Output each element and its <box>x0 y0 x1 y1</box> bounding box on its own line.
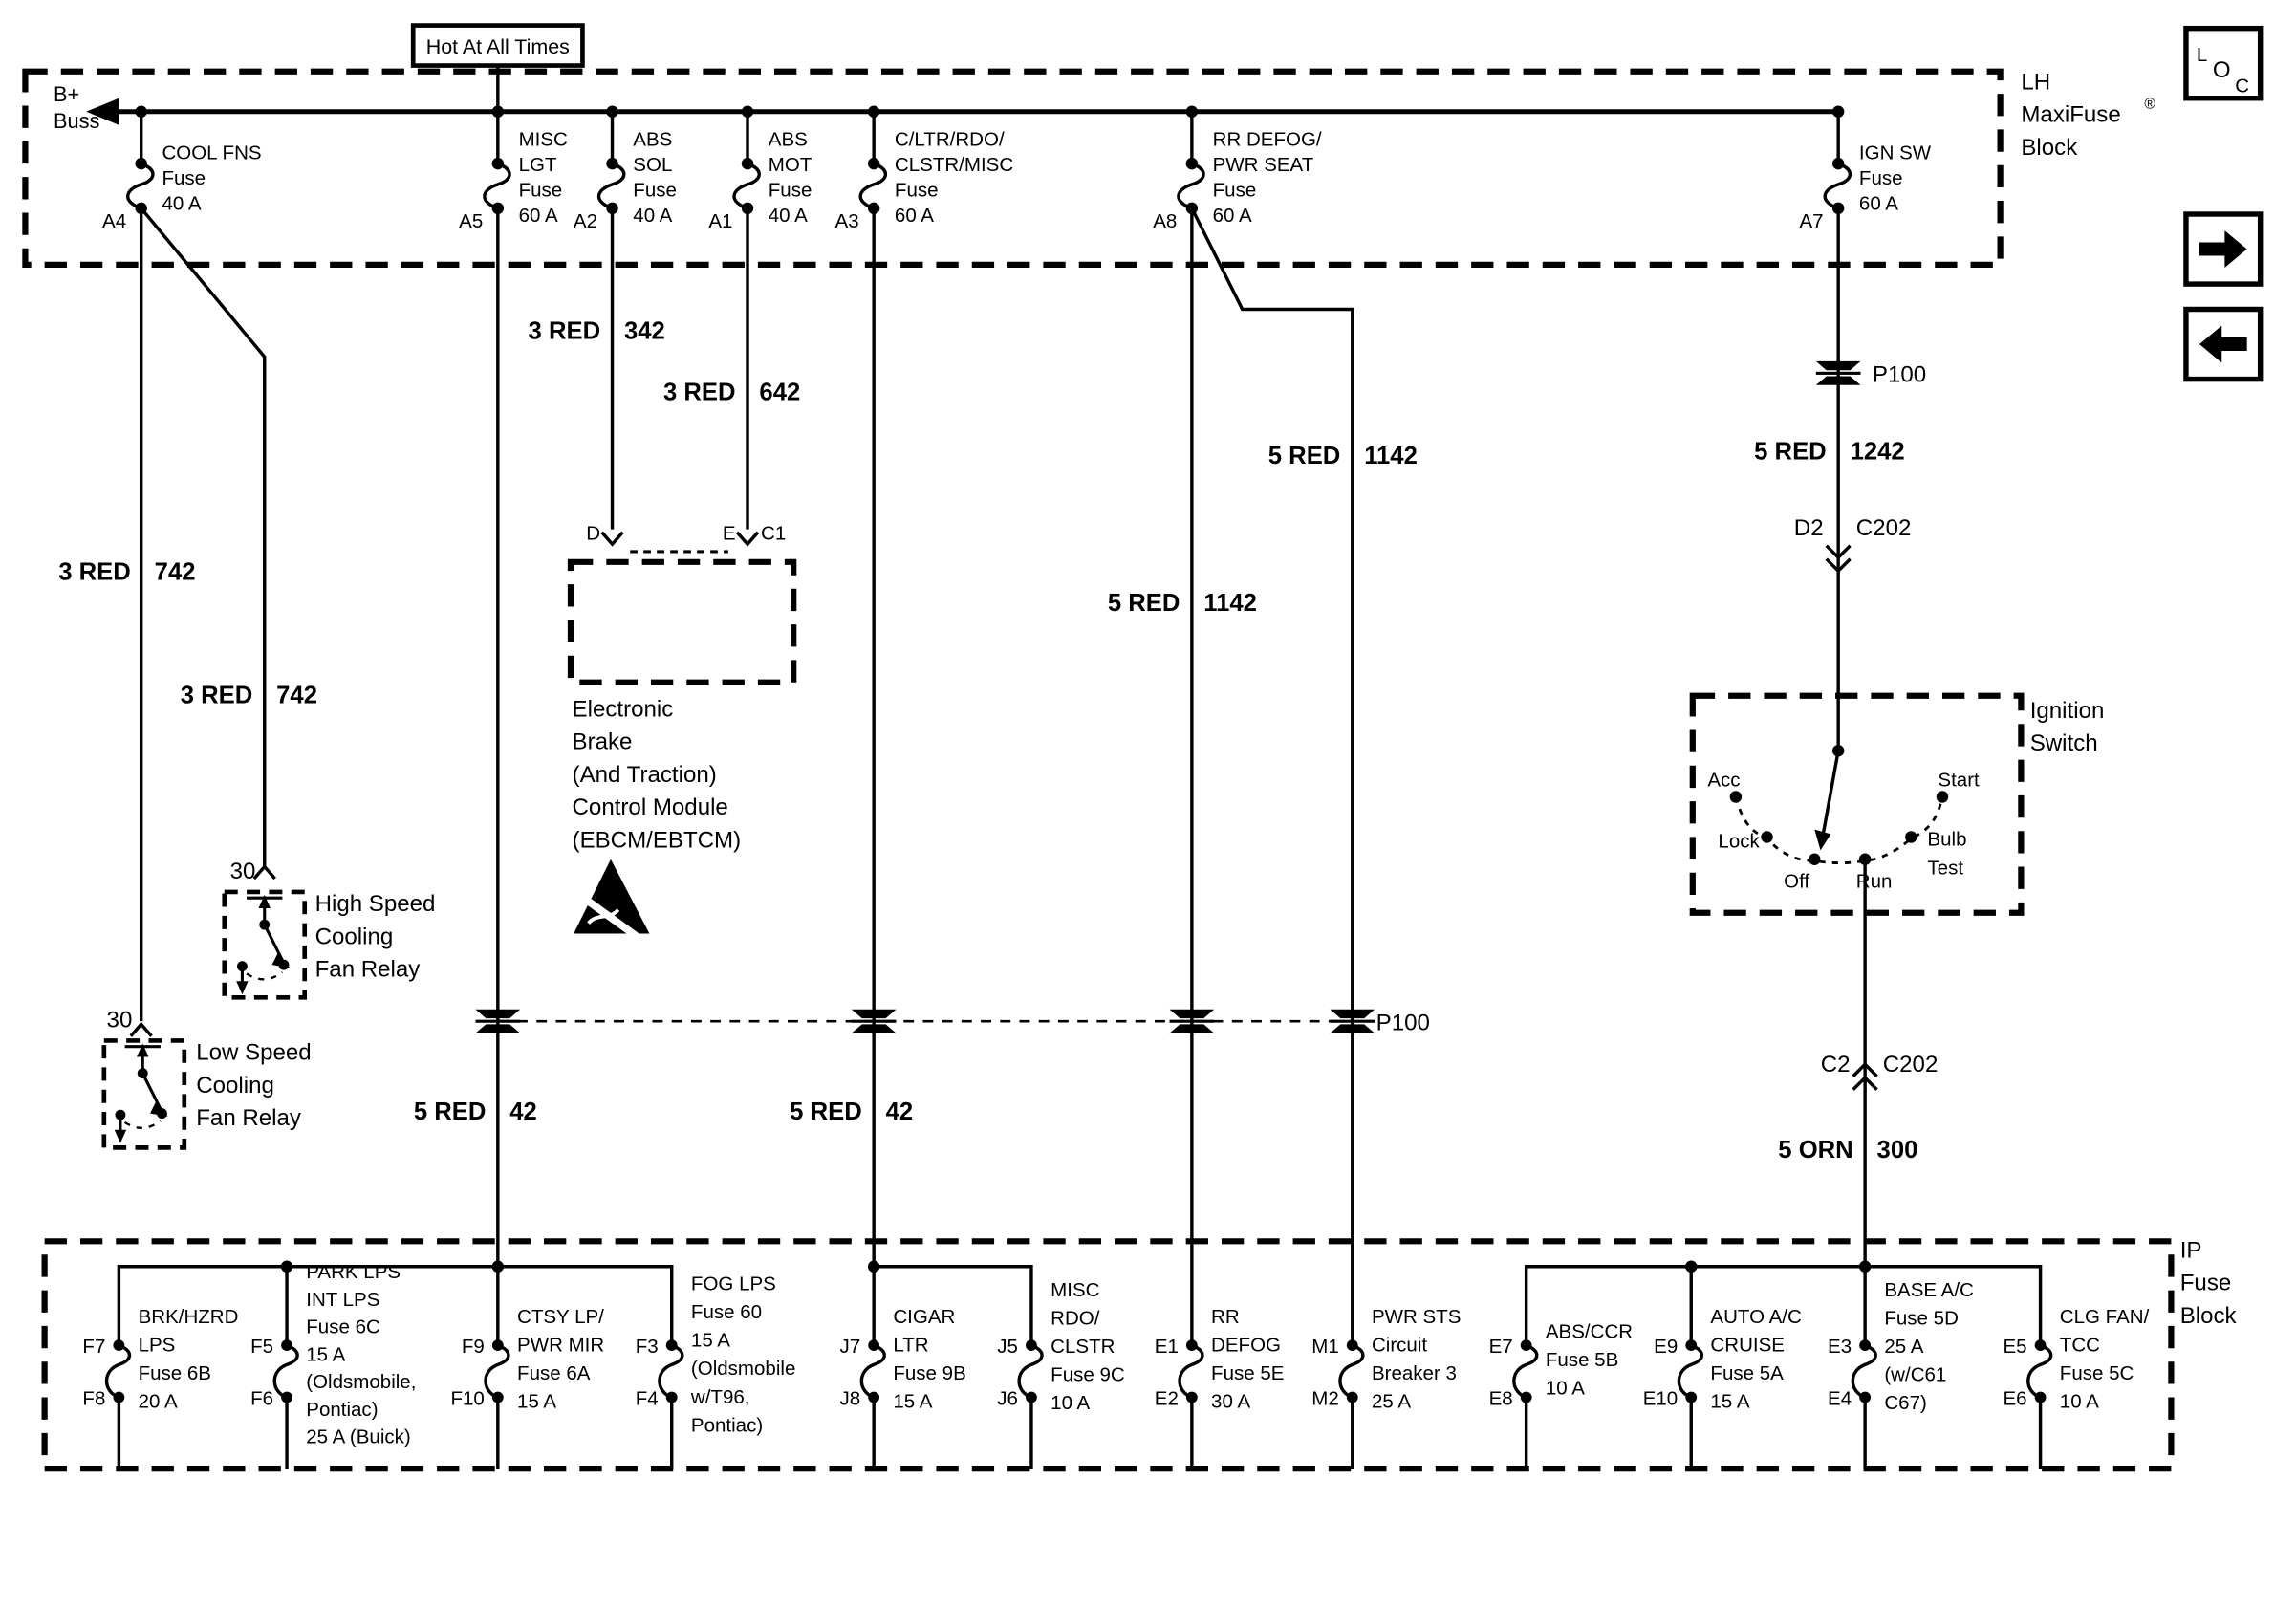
fuse-a1-line: 40 A <box>768 204 808 227</box>
pin-f8: F8 <box>82 1387 106 1410</box>
fuse-a7-line: 60 A <box>1858 192 1898 215</box>
ign-pos-acc: Acc <box>1707 769 1741 792</box>
loc-letter-l: L <box>2196 43 2208 66</box>
p100-row-label: P100 <box>1375 1010 1430 1036</box>
ip-fuse-line: Pontiac) <box>690 1414 764 1437</box>
ip-fuse-line: Fuse 9C <box>1051 1363 1125 1386</box>
fuse-a8-line: PWR SEAT <box>1212 153 1314 176</box>
ip-fuse-line: 10 A <box>1051 1391 1091 1414</box>
pin-a4: A4 <box>102 210 127 233</box>
ip-fuse-line: PWR MIR <box>517 1334 605 1357</box>
low-relay-name-line: Cooling <box>196 1072 274 1099</box>
ign-pos-start: Start <box>1938 769 1980 792</box>
c202-connector-icons <box>1827 546 1877 1090</box>
c202-down-name: C202 <box>1855 514 1912 541</box>
ebcm-connector-c1: C1 <box>761 522 787 545</box>
ip-fuse-line: CIGAR <box>893 1305 956 1328</box>
wire-742b-gauge: 3 RED <box>180 682 253 709</box>
pin-j8: J8 <box>839 1387 861 1410</box>
fuse-a1-line: MOT <box>768 153 812 176</box>
maxifuse-block-label-2: MaxiFuse <box>2021 101 2121 128</box>
ip-fuse-line: INT LPS <box>306 1288 380 1311</box>
ip-fuse-line: Circuit <box>1371 1334 1428 1357</box>
wire-1142a-circuit: 1142 <box>1364 443 1418 470</box>
ign-pos-off: Off <box>1784 870 1810 893</box>
fuse-a4-line: 40 A <box>162 192 202 215</box>
c202-down-pin: D2 <box>1793 514 1824 541</box>
ip-fuse-line: Breaker 3 <box>1371 1361 1457 1384</box>
pin-e10: E10 <box>1642 1387 1679 1410</box>
ip-block-label-3: Block <box>2179 1302 2237 1329</box>
ip-fuse-line: 25 A <box>1884 1335 1924 1358</box>
pin-f10: F10 <box>450 1387 485 1410</box>
fuse-a7-line: IGN SW <box>1858 141 1932 164</box>
pin-f5: F5 <box>250 1335 274 1358</box>
ip-fuse-line: LTR <box>893 1334 929 1357</box>
block-outlines <box>25 72 2171 1469</box>
ip-fuse-line: 15 A <box>893 1390 933 1413</box>
ip-fuse-line: (Oldsmobile <box>690 1358 796 1381</box>
ip-fuse-line: BRK/HZRD <box>138 1305 239 1328</box>
ip-fuse-line: RDO/ <box>1051 1307 1100 1330</box>
high-relay-name-line: High Speed <box>314 891 436 918</box>
ip-block-label-2: Fuse <box>2179 1270 2232 1296</box>
ebcm-name-line: Electronic <box>572 696 674 723</box>
ip-fuse-line: Fuse 6B <box>138 1361 211 1384</box>
pin-m2: M2 <box>1311 1387 1339 1410</box>
right-arrow-icon <box>2199 230 2247 268</box>
ip-fuse-line: DEFOG <box>1211 1334 1282 1357</box>
prev-page-button[interactable] <box>2186 310 2261 380</box>
fuse-a3-line: C/LTR/RDO/ <box>894 128 1005 151</box>
fuse-a2-line: SOL <box>633 153 673 176</box>
bplus-label: B+ <box>53 81 80 106</box>
ip-fuse-line: CTSY LP/ <box>517 1305 604 1328</box>
wire-42b-gauge: 5 RED <box>790 1098 862 1125</box>
loc-button[interactable] <box>2186 29 2261 98</box>
pin-f3: F3 <box>635 1335 659 1358</box>
pin-e3: E3 <box>1828 1335 1852 1358</box>
ip-fuse-line: (Oldsmobile, <box>306 1371 417 1394</box>
fuse-a3-line: 60 A <box>894 204 935 227</box>
ebcm-terminal-d: D <box>586 522 601 545</box>
ip-fuse-line: 30 A <box>1211 1390 1251 1413</box>
wire-642-gauge: 3 RED <box>663 379 736 406</box>
pin-f9: F9 <box>461 1335 485 1358</box>
ip-fuse-line: C67) <box>1884 1391 1927 1414</box>
wire-1142a-gauge: 5 RED <box>1267 443 1341 470</box>
connector-labels <box>1376 362 1939 1077</box>
fuse-a4-line: COOL FNS <box>162 141 262 164</box>
pin-a2: A2 <box>573 210 597 233</box>
pin-a5: A5 <box>459 210 484 233</box>
high-relay-name-line: Cooling <box>314 924 394 950</box>
wire-742a-circuit: 742 <box>154 558 196 586</box>
ip-fuse-line: 25 A <box>1371 1390 1412 1413</box>
ip-fuse-line: 20 A <box>138 1390 178 1413</box>
wire-1242-gauge: 5 RED <box>1754 438 1827 466</box>
hot-tag-label: Hot At All Times <box>425 35 570 59</box>
high-relay-terminal-30: 30 <box>229 858 256 884</box>
ignition-position-labels <box>1707 770 1980 893</box>
ign-pos-lock: Lock <box>1718 830 1760 853</box>
ip-fuse-line: CLSTR <box>1051 1335 1116 1358</box>
ip-fuse-line: PARK LPS <box>306 1261 401 1284</box>
ign-pos-test: Test <box>1927 857 1964 880</box>
left-arrow-icon <box>2199 326 2247 363</box>
ip-fuse-line: Fuse 5D <box>1884 1307 1959 1330</box>
pin-a1: A1 <box>708 210 733 233</box>
fuse-a5-line: LGT <box>518 153 557 176</box>
loc-letter-o: O <box>2212 56 2231 83</box>
ip-fuse-line: 10 A <box>2059 1390 2099 1413</box>
wire-42b-circuit: 42 <box>885 1098 914 1125</box>
wire-1142b-circuit: 1142 <box>1203 590 1257 618</box>
low-relay-terminal-30: 30 <box>106 1007 133 1033</box>
wire-42a-gauge: 5 RED <box>413 1098 487 1125</box>
pin-j7: J7 <box>839 1335 861 1358</box>
pin-f7: F7 <box>82 1335 106 1358</box>
next-page-button[interactable] <box>2186 214 2261 284</box>
wire-742a-gauge: 3 RED <box>58 558 131 586</box>
pin-a8: A8 <box>1153 210 1178 233</box>
pin-a3: A3 <box>834 210 859 233</box>
high-relay-name-line: Fan Relay <box>314 956 421 983</box>
fuse-a8-line: 60 A <box>1212 204 1252 227</box>
low-relay-name-line: Low Speed <box>196 1039 312 1066</box>
fuse-a8-line: Fuse <box>1212 179 1257 202</box>
ip-fuse-line: Pontiac) <box>306 1398 379 1421</box>
ip-fuse-line: ABS/CCR <box>1545 1320 1634 1343</box>
ip-fuse-line: Fuse 5C <box>2059 1361 2134 1384</box>
fuse-a4-line: Fuse <box>162 166 206 189</box>
ebcm-name-line: (And Traction) <box>572 761 717 788</box>
ip-fuse-line: Fuse 6C <box>306 1316 380 1338</box>
pin-e5: E5 <box>2003 1335 2027 1358</box>
ebcm-name-line: Brake <box>572 729 633 755</box>
buss-label: Buss <box>53 108 100 133</box>
pin-e1: E1 <box>1154 1335 1179 1358</box>
ip-fuse-line: 10 A <box>1545 1377 1585 1400</box>
wire-742b-circuit: 742 <box>276 682 317 709</box>
ip-fuse-line: CRUISE <box>1710 1334 1785 1357</box>
p100-connector-symbols <box>476 361 1861 1033</box>
ip-fuse-line: LPS <box>138 1334 176 1357</box>
ignition-label-1: Ignition <box>2029 698 2105 725</box>
ip-fuse-labels <box>82 1261 2149 1448</box>
junction-dots <box>113 106 2046 1403</box>
ebcm-labels <box>573 522 787 853</box>
ip-fuse-line: BASE A/C <box>1884 1278 1974 1301</box>
fuse-a5-line: MISC <box>518 128 568 151</box>
ebcm-name-line: Control Module <box>572 794 728 821</box>
ip-fuse-line: Fuse 5B <box>1545 1348 1619 1371</box>
ignition-label-2: Switch <box>2029 730 2098 757</box>
wire-300-gauge: 5 ORN <box>1778 1137 1853 1164</box>
ip-fuse-line: 15 A <box>690 1329 731 1352</box>
fuse-a5-line: 60 A <box>518 204 558 227</box>
ip-fuse-line: 15 A <box>1710 1390 1750 1413</box>
ebcm-terminal-e: E <box>722 522 736 545</box>
p100-inline-label: P100 <box>1872 361 1927 388</box>
fuse-a3-line: Fuse <box>894 179 939 202</box>
fuse-a1-line: Fuse <box>768 179 812 202</box>
ip-fuse-line: Fuse 60 <box>690 1301 763 1324</box>
ign-pos-run: Run <box>1855 870 1893 893</box>
ip-fuse-line: (w/C61 <box>1884 1363 1947 1386</box>
pin-e9: E9 <box>1654 1335 1679 1358</box>
fuse-a2-line: Fuse <box>633 179 677 202</box>
ebcm-name-line: (EBCM/EBTCM) <box>572 827 742 854</box>
ip-fuse-line: FOG LPS <box>690 1273 776 1295</box>
ip-fuse-line: RR <box>1211 1305 1240 1328</box>
wire-1142b-gauge: 5 RED <box>1107 590 1180 618</box>
ip-fuse-line: MISC <box>1051 1278 1100 1301</box>
pin-j6: J6 <box>997 1387 1018 1410</box>
loc-letter-c: C <box>2235 75 2250 98</box>
fuse-a5-line: Fuse <box>518 179 563 202</box>
c202-up-name: C202 <box>1882 1052 1939 1078</box>
pin-f4: F4 <box>635 1387 659 1410</box>
pin-a7: A7 <box>1799 210 1824 233</box>
maxifuse-block-label-3: Block <box>2021 134 2078 161</box>
pin-f6: F6 <box>250 1387 274 1410</box>
ign-pos-bulb: Bulb <box>1927 828 1967 851</box>
ignition-switch-internals <box>1730 745 1949 865</box>
ip-fuse-line: PWR STS <box>1371 1305 1462 1328</box>
ebcm-outline <box>571 562 793 683</box>
fuse-a2-line: ABS <box>633 128 673 151</box>
ip-fuse-line: 15 A <box>306 1343 346 1366</box>
pin-e4: E4 <box>1828 1387 1852 1410</box>
ip-fuse-line: Fuse 6A <box>517 1361 591 1384</box>
wire-342-circuit: 342 <box>623 317 665 345</box>
pin-e8: E8 <box>1488 1387 1513 1410</box>
wire-42a-circuit: 42 <box>509 1098 537 1125</box>
pin-e6: E6 <box>2003 1387 2027 1410</box>
ip-fuse-line: CLG FAN/ <box>2059 1305 2150 1328</box>
ip-fuse-line: Fuse 9B <box>893 1361 966 1384</box>
registered-mark: ® <box>2144 96 2155 113</box>
maxifuse-labels <box>102 128 1932 232</box>
fuse-a3-line: CLSTR/MISC <box>894 153 1014 176</box>
maxifuse-block-label-1: LH <box>2021 69 2051 96</box>
wire-300-circuit: 300 <box>1876 1137 1918 1164</box>
low-relay-name-line: Fan Relay <box>196 1105 301 1132</box>
fuse-a1-line: ABS <box>768 128 808 151</box>
c202-up-pin: C2 <box>1820 1052 1851 1078</box>
wire-1242-circuit: 1242 <box>1850 438 1905 466</box>
wire-342-gauge: 3 RED <box>528 317 601 345</box>
esd-warning-icon <box>574 859 649 938</box>
ip-fuse-line: Fuse 5A <box>1710 1361 1784 1384</box>
ip-block-label-1: IP <box>2179 1237 2202 1264</box>
ip-fuse-line: AUTO A/C <box>1710 1305 1802 1328</box>
fuse-a2-line: 40 A <box>633 204 673 227</box>
wiring-lines <box>116 64 2040 1469</box>
pin-j5: J5 <box>997 1335 1018 1358</box>
ip-fuse-line: Fuse 5E <box>1211 1361 1285 1384</box>
wire-labels <box>58 318 1917 1164</box>
pin-e7: E7 <box>1488 1335 1513 1358</box>
pin-e2: E2 <box>1154 1387 1179 1410</box>
ip-fuse-line: 25 A (Buick) <box>306 1425 411 1448</box>
wire-642-circuit: 642 <box>759 379 801 406</box>
pin-m1: M1 <box>1311 1335 1339 1358</box>
ip-fuse-line: w/T96, <box>690 1385 750 1408</box>
fuse-a7-line: Fuse <box>1858 166 1903 189</box>
ip-fuse-line: 15 A <box>517 1390 557 1413</box>
ip-fuse-line: TCC <box>2059 1334 2100 1357</box>
fuse-a8-line: RR DEFOG/ <box>1212 128 1322 151</box>
